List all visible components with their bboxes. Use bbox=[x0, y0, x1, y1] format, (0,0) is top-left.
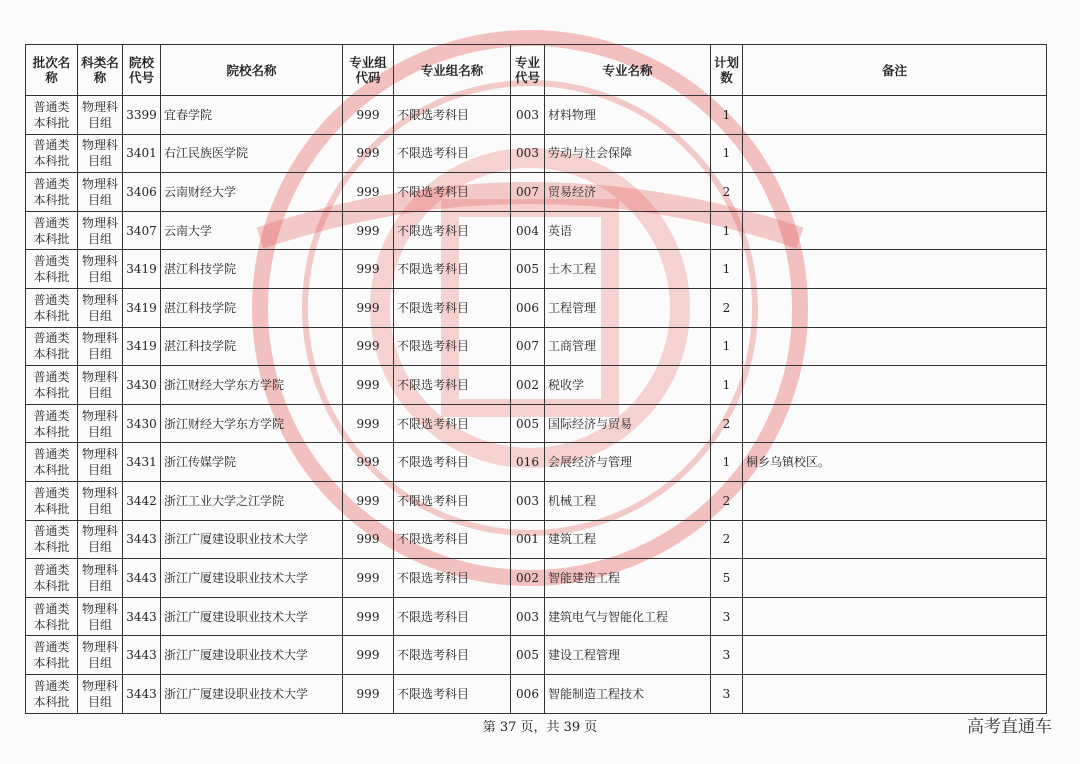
cell-major-code: 005 bbox=[511, 250, 545, 289]
cell-school-code: 3442 bbox=[123, 481, 161, 520]
header-remarks: 备注 bbox=[743, 45, 1047, 96]
cell-school-name: 浙江工业大学之江学院 bbox=[161, 481, 343, 520]
cell-major-code: 003 bbox=[511, 481, 545, 520]
cell-school-name: 湛江科技学院 bbox=[161, 327, 343, 366]
table-row bbox=[26, 211, 1047, 250]
cell-group-code: 999 bbox=[343, 288, 394, 327]
cell-school-name: 浙江广厦建设职业技术大学 bbox=[161, 636, 343, 675]
admission-plan-table bbox=[25, 44, 1047, 714]
cell-major-code: 003 bbox=[511, 96, 545, 135]
cell-category: 物理科目组 bbox=[78, 520, 123, 559]
cell-major-name: 工商管理 bbox=[545, 327, 711, 366]
cell-school-name: 湛江科技学院 bbox=[161, 288, 343, 327]
cell-group-name: 不限选考科目 bbox=[394, 597, 511, 636]
cell-remarks: 桐乡乌镇校区。 bbox=[743, 443, 1047, 482]
header-major-name: 专业名称 bbox=[545, 45, 711, 96]
cell-plan-count: 2 bbox=[711, 288, 743, 327]
cell-batch: 普通类本科批 bbox=[26, 520, 78, 559]
cell-school-name: 浙江财经大学东方学院 bbox=[161, 366, 343, 405]
header-plan-count: 计划数 bbox=[711, 45, 743, 96]
cell-major-code: 002 bbox=[511, 559, 545, 598]
cell-school-name: 宜春学院 bbox=[161, 96, 343, 135]
cell-category: 物理科目组 bbox=[78, 597, 123, 636]
table-row bbox=[26, 366, 1047, 405]
cell-group-name: 不限选考科目 bbox=[394, 327, 511, 366]
cell-category: 物理科目组 bbox=[78, 559, 123, 598]
cell-major-name: 建设工程管理 bbox=[545, 636, 711, 675]
table-row bbox=[26, 481, 1047, 520]
table-row bbox=[26, 173, 1047, 212]
cell-category: 物理科目组 bbox=[78, 366, 123, 405]
cell-plan-count: 2 bbox=[711, 173, 743, 212]
cell-major-name: 建筑工程 bbox=[545, 520, 711, 559]
cell-category: 物理科目组 bbox=[78, 674, 123, 713]
cell-batch: 普通类本科批 bbox=[26, 173, 78, 212]
cell-remarks bbox=[743, 366, 1047, 405]
table-row bbox=[26, 559, 1047, 598]
header-batch: 批次名称 bbox=[26, 45, 78, 96]
cell-major-name: 劳动与社会保障 bbox=[545, 134, 711, 173]
cell-plan-count: 2 bbox=[711, 520, 743, 559]
cell-school-code: 3399 bbox=[123, 96, 161, 135]
cell-remarks bbox=[743, 674, 1047, 713]
cell-group-name: 不限选考科目 bbox=[394, 211, 511, 250]
cell-major-name: 会展经济与管理 bbox=[545, 443, 711, 482]
table-row bbox=[26, 96, 1047, 135]
cell-school-code: 3443 bbox=[123, 636, 161, 675]
cell-major-name: 税收学 bbox=[545, 366, 711, 405]
cell-major-code: 003 bbox=[511, 597, 545, 636]
cell-batch: 普通类本科批 bbox=[26, 404, 78, 443]
cell-major-code: 007 bbox=[511, 173, 545, 212]
cell-remarks bbox=[743, 250, 1047, 289]
cell-major-code: 006 bbox=[511, 288, 545, 327]
table-row bbox=[26, 404, 1047, 443]
cell-school-code: 3419 bbox=[123, 327, 161, 366]
cell-major-code: 016 bbox=[511, 443, 545, 482]
cell-category: 物理科目组 bbox=[78, 96, 123, 135]
cell-group-code: 999 bbox=[343, 597, 394, 636]
header-group-name: 专业组名称 bbox=[394, 45, 511, 96]
cell-school-code: 3431 bbox=[123, 443, 161, 482]
cell-plan-count: 3 bbox=[711, 674, 743, 713]
cell-category: 物理科目组 bbox=[78, 288, 123, 327]
cell-group-code: 999 bbox=[343, 636, 394, 675]
cell-plan-count: 2 bbox=[711, 481, 743, 520]
cell-batch: 普通类本科批 bbox=[26, 636, 78, 675]
cell-batch: 普通类本科批 bbox=[26, 559, 78, 598]
cell-plan-count: 3 bbox=[711, 636, 743, 675]
cell-group-name: 不限选考科目 bbox=[394, 288, 511, 327]
cell-school-code: 3419 bbox=[123, 250, 161, 289]
cell-category: 物理科目组 bbox=[78, 250, 123, 289]
cell-group-name: 不限选考科目 bbox=[394, 250, 511, 289]
source-watermark: 高考直通车 bbox=[967, 717, 1052, 737]
table-row bbox=[26, 636, 1047, 675]
cell-school-code: 3430 bbox=[123, 404, 161, 443]
cell-group-code: 999 bbox=[343, 520, 394, 559]
table-row bbox=[26, 250, 1047, 289]
cell-batch: 普通类本科批 bbox=[26, 481, 78, 520]
cell-category: 物理科目组 bbox=[78, 636, 123, 675]
cell-school-code: 3401 bbox=[123, 134, 161, 173]
cell-group-code: 999 bbox=[343, 674, 394, 713]
cell-group-code: 999 bbox=[343, 173, 394, 212]
table-row bbox=[26, 288, 1047, 327]
cell-group-code: 999 bbox=[343, 559, 394, 598]
cell-major-name: 机械工程 bbox=[545, 481, 711, 520]
cell-plan-count: 1 bbox=[711, 96, 743, 135]
cell-category: 物理科目组 bbox=[78, 481, 123, 520]
table-row bbox=[26, 327, 1047, 366]
cell-remarks bbox=[743, 404, 1047, 443]
cell-school-name: 浙江传媒学院 bbox=[161, 443, 343, 482]
cell-school-code: 3443 bbox=[123, 674, 161, 713]
cell-school-code: 3443 bbox=[123, 520, 161, 559]
cell-school-code: 3430 bbox=[123, 366, 161, 405]
cell-group-name: 不限选考科目 bbox=[394, 404, 511, 443]
cell-plan-count: 2 bbox=[711, 404, 743, 443]
cell-remarks bbox=[743, 597, 1047, 636]
header-group-code: 专业组代码 bbox=[343, 45, 394, 96]
cell-batch: 普通类本科批 bbox=[26, 674, 78, 713]
cell-batch: 普通类本科批 bbox=[26, 327, 78, 366]
table-row bbox=[26, 674, 1047, 713]
cell-plan-count: 3 bbox=[711, 597, 743, 636]
cell-remarks bbox=[743, 173, 1047, 212]
cell-plan-count: 1 bbox=[711, 327, 743, 366]
cell-school-code: 3419 bbox=[123, 288, 161, 327]
cell-group-name: 不限选考科目 bbox=[394, 443, 511, 482]
cell-major-name: 土木工程 bbox=[545, 250, 711, 289]
cell-batch: 普通类本科批 bbox=[26, 443, 78, 482]
cell-category: 物理科目组 bbox=[78, 173, 123, 212]
cell-batch: 普通类本科批 bbox=[26, 366, 78, 405]
cell-school-code: 3407 bbox=[123, 211, 161, 250]
header-school-name: 院校名称 bbox=[161, 45, 343, 96]
cell-group-code: 999 bbox=[343, 134, 394, 173]
cell-category: 物理科目组 bbox=[78, 327, 123, 366]
cell-group-name: 不限选考科目 bbox=[394, 520, 511, 559]
cell-major-name: 建筑电气与智能化工程 bbox=[545, 597, 711, 636]
table-row bbox=[26, 134, 1047, 173]
cell-school-name: 浙江广厦建设职业技术大学 bbox=[161, 559, 343, 598]
cell-remarks bbox=[743, 288, 1047, 327]
cell-group-name: 不限选考科目 bbox=[394, 559, 511, 598]
cell-batch: 普通类本科批 bbox=[26, 134, 78, 173]
cell-major-code: 006 bbox=[511, 674, 545, 713]
cell-school-name: 浙江广厦建设职业技术大学 bbox=[161, 674, 343, 713]
cell-remarks bbox=[743, 96, 1047, 135]
cell-plan-count: 5 bbox=[711, 559, 743, 598]
page-number: 第 37 页，共 39 页 bbox=[482, 720, 598, 735]
cell-group-code: 999 bbox=[343, 366, 394, 405]
cell-plan-count: 1 bbox=[711, 134, 743, 173]
cell-group-code: 999 bbox=[343, 96, 394, 135]
cell-school-name: 湛江科技学院 bbox=[161, 250, 343, 289]
cell-group-code: 999 bbox=[343, 250, 394, 289]
cell-batch: 普通类本科批 bbox=[26, 288, 78, 327]
cell-major-code: 005 bbox=[511, 636, 545, 675]
cell-remarks bbox=[743, 520, 1047, 559]
cell-major-code: 004 bbox=[511, 211, 545, 250]
cell-school-name: 浙江广厦建设职业技术大学 bbox=[161, 520, 343, 559]
header-major-code: 专业代号 bbox=[511, 45, 545, 96]
cell-school-name: 浙江广厦建设职业技术大学 bbox=[161, 597, 343, 636]
cell-major-name: 英语 bbox=[545, 211, 711, 250]
cell-remarks bbox=[743, 211, 1047, 250]
cell-major-name: 贸易经济 bbox=[545, 173, 711, 212]
cell-school-code: 3406 bbox=[123, 173, 161, 212]
cell-group-code: 999 bbox=[343, 443, 394, 482]
cell-group-name: 不限选考科目 bbox=[394, 674, 511, 713]
table-row bbox=[26, 597, 1047, 636]
cell-category: 物理科目组 bbox=[78, 443, 123, 482]
cell-batch: 普通类本科批 bbox=[26, 211, 78, 250]
cell-major-name: 工程管理 bbox=[545, 288, 711, 327]
cell-batch: 普通类本科批 bbox=[26, 96, 78, 135]
cell-group-name: 不限选考科目 bbox=[394, 366, 511, 405]
cell-major-code: 001 bbox=[511, 520, 545, 559]
cell-category: 物理科目组 bbox=[78, 404, 123, 443]
cell-major-code: 002 bbox=[511, 366, 545, 405]
cell-group-code: 999 bbox=[343, 327, 394, 366]
cell-category: 物理科目组 bbox=[78, 134, 123, 173]
table-row bbox=[26, 443, 1047, 482]
cell-school-name: 右江民族医学院 bbox=[161, 134, 343, 173]
cell-school-code: 3443 bbox=[123, 597, 161, 636]
cell-group-code: 999 bbox=[343, 211, 394, 250]
cell-plan-count: 1 bbox=[711, 366, 743, 405]
table-row bbox=[26, 520, 1047, 559]
cell-group-name: 不限选考科目 bbox=[394, 636, 511, 675]
cell-major-name: 智能制造工程技术 bbox=[545, 674, 711, 713]
cell-plan-count: 1 bbox=[711, 250, 743, 289]
cell-group-name: 不限选考科目 bbox=[394, 134, 511, 173]
cell-school-code: 3443 bbox=[123, 559, 161, 598]
cell-major-code: 003 bbox=[511, 134, 545, 173]
cell-major-code: 007 bbox=[511, 327, 545, 366]
cell-group-code: 999 bbox=[343, 404, 394, 443]
cell-major-code: 005 bbox=[511, 404, 545, 443]
cell-major-name: 智能建造工程 bbox=[545, 559, 711, 598]
cell-group-name: 不限选考科目 bbox=[394, 173, 511, 212]
cell-plan-count: 1 bbox=[711, 443, 743, 482]
cell-remarks bbox=[743, 134, 1047, 173]
cell-school-name: 云南大学 bbox=[161, 211, 343, 250]
cell-remarks bbox=[743, 327, 1047, 366]
cell-remarks bbox=[743, 481, 1047, 520]
cell-major-name: 国际经济与贸易 bbox=[545, 404, 711, 443]
cell-category: 物理科目组 bbox=[78, 211, 123, 250]
cell-major-name: 材料物理 bbox=[545, 96, 711, 135]
cell-remarks bbox=[743, 559, 1047, 598]
header-school-code: 院校代号 bbox=[123, 45, 161, 96]
cell-school-name: 浙江财经大学东方学院 bbox=[161, 404, 343, 443]
cell-group-code: 999 bbox=[343, 481, 394, 520]
cell-school-name: 云南财经大学 bbox=[161, 173, 343, 212]
cell-plan-count: 1 bbox=[711, 211, 743, 250]
cell-remarks bbox=[743, 636, 1047, 675]
header-category: 科类名称 bbox=[78, 45, 123, 96]
cell-batch: 普通类本科批 bbox=[26, 597, 78, 636]
cell-group-name: 不限选考科目 bbox=[394, 96, 511, 135]
table-header-row bbox=[26, 45, 1047, 96]
cell-group-name: 不限选考科目 bbox=[394, 481, 511, 520]
cell-batch: 普通类本科批 bbox=[26, 250, 78, 289]
